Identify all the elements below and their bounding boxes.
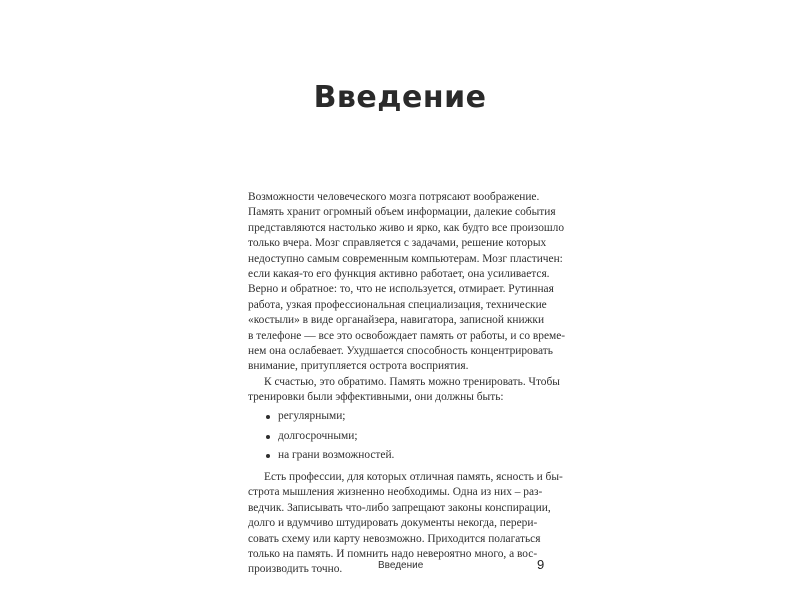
text-line: если какая-то его функция активно работает, она усиливается.	[248, 267, 550, 280]
text-line: только на память. И помнить надо невероятно много, а вос-	[248, 547, 538, 560]
paragraph-2	[248, 375, 560, 406]
text-line: К счастью, это обратимо. Память можно тренировать. Чтобы	[264, 375, 560, 388]
text-line: Есть профессии, для которых отличная память, ясность и бы-	[264, 470, 563, 483]
text-line: «костыли» в виде органайзера, навигатора, записной книжки	[248, 314, 545, 327]
text-line: ведчик. Записывать что-либо запрещают законы конспирации,	[248, 501, 551, 514]
bullet-list	[248, 409, 548, 468]
text-line: Верно и обратное: то, что не используется, отмирает. Рутинная	[248, 283, 554, 296]
text-line: недоступно самым современным компьютерам. Мозг пластичен:	[248, 252, 563, 265]
page-title: Введение	[313, 80, 487, 115]
list-item: на грани возможностей.	[248, 448, 548, 468]
paragraph-1	[248, 190, 566, 375]
text-line: Возможности человеческого мозга потрясают воображение.	[248, 191, 540, 203]
list-item: долгосрочными;	[248, 429, 548, 449]
text-line: только вчера. Мозг справляется с задачами, решение которых	[248, 237, 547, 250]
list-item: регулярными;	[248, 409, 548, 429]
text-line: тренировки были эффективными, они должны быть:	[248, 391, 504, 404]
text-line: внимание, притупляется острота восприятия.	[248, 360, 469, 373]
text-line: строта мышления жизненно необходимы. Одна из них – раз-	[248, 486, 543, 499]
text-line: Память хранит огромный объем информации, далекие события	[248, 206, 556, 219]
text-line: совать схему или карту невозможно. Приходится полагаться	[248, 532, 541, 545]
running-footer-section: Введение	[378, 560, 424, 571]
text-line: в телефоне — все это освобождает память от работы, и со време-	[248, 329, 566, 342]
body-text	[248, 190, 566, 578]
text-line: представляются настолько живо и ярко, как будто все произошло	[248, 221, 565, 234]
text-line: производить точно.	[248, 563, 343, 576]
page-number: 9	[537, 557, 545, 572]
text-line: долго и вдумчиво штудировать документы некогда, перери-	[248, 517, 538, 530]
text-line: нем она ослабевает. Ухудшается способность концентрировать	[248, 344, 553, 357]
text-line: работа, узкая профессиональная специализация, технические	[248, 298, 547, 311]
